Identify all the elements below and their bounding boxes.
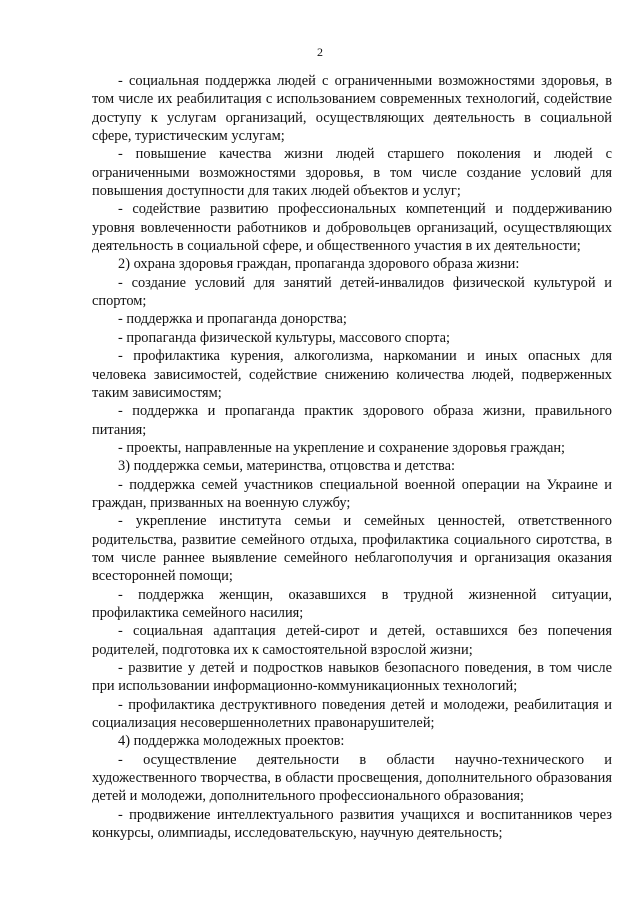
paragraph: - поддержка и пропаганда донорства; — [118, 311, 347, 328]
paragraph: - укрепление института семьи и семейных ценностей, ответственного родительства, развитие семейного отдыха, профилактика социального сиротства, в том числе раннее выявление семейного неблагополучия и организация оказания всесторонней помощи; — [92, 513, 612, 585]
paragraph: - создание условий для занятий детей-инвалидов физической культурой и спортом; — [92, 274, 612, 310]
section-heading: 4) поддержка молодежных проектов: — [118, 733, 345, 750]
document-body — [92, 72, 612, 842]
page-number: 2 — [317, 45, 323, 59]
section-heading: 2) охрана здоровья граждан, пропаганда здорового образа жизни: — [118, 256, 520, 273]
paragraph: - социальная поддержка людей с ограниченными возможностями здоровья, в том числе их реабилитация с использованием современных технологий, содействие доступу к услугам организаций, осуществляющих деятельность в социальной сфере, туристическим услугам; — [92, 73, 612, 145]
paragraph: - осуществление деятельности в области научно-технического и художественного творчества, в области просвещения, дополнительного образования детей и молодежи, дополнительного профессионального образования; — [92, 751, 612, 805]
paragraph: - профилактика деструктивного поведения детей и молодежи, реабилитация и социализация несовершеннолетних правонарушителей; — [92, 696, 612, 732]
paragraph: - социальная адаптация детей-сирот и детей, оставшихся без попечения родителей, подготовка их к самостоятельной взрослой жизни; — [92, 623, 612, 658]
paragraph: - содействие развитию профессиональных компетенций и поддерживанию уровня вовлеченности работников и добровольцев организаций, осуществляющих деятельность в социальной сфере, и общественного участия в их деятельности; — [92, 201, 612, 255]
paragraph: - поддержка женщин, оказавшихся в трудной жизненной ситуации, профилактика семейного насилия; — [92, 586, 612, 621]
paragraph: - поддержка семей участников специальной военной операции на Украине и граждан, призванных на военную службу; — [92, 476, 612, 511]
section-heading: 3) поддержка семьи, материнства, отцовства и детства: — [118, 458, 455, 475]
paragraph: - развитие у детей и подростков навыков безопасного поведения, в том числе при использовании информационно-коммуникационных технологий; — [92, 660, 612, 695]
paragraph: - пропаганда физической культуры, массового спорта; — [118, 329, 451, 346]
paragraph: - профилактика курения, алкоголизма, наркомании и иных опасных для человека зависимостей, содействие снижению количества людей, подверженных таким зависимостям; — [92, 348, 612, 401]
paragraph: - продвижение интеллектуального развития учащихся и воспитанников через конкурсы, олимпиады, исследовательскую, научную деятельность; — [92, 806, 612, 842]
paragraph: - поддержка и пропаганда практик здорового образа жизни, правильного питания; — [92, 403, 612, 438]
paragraph: - проекты, направленные на укрепление и сохранение здоровья граждан; — [118, 439, 566, 456]
paragraph: - повышение качества жизни людей старшего поколения и людей с ограниченными возможностями здоровья, в том числе создание условий для повышения доступности для таких людей объектов и услуг; — [92, 146, 612, 200]
